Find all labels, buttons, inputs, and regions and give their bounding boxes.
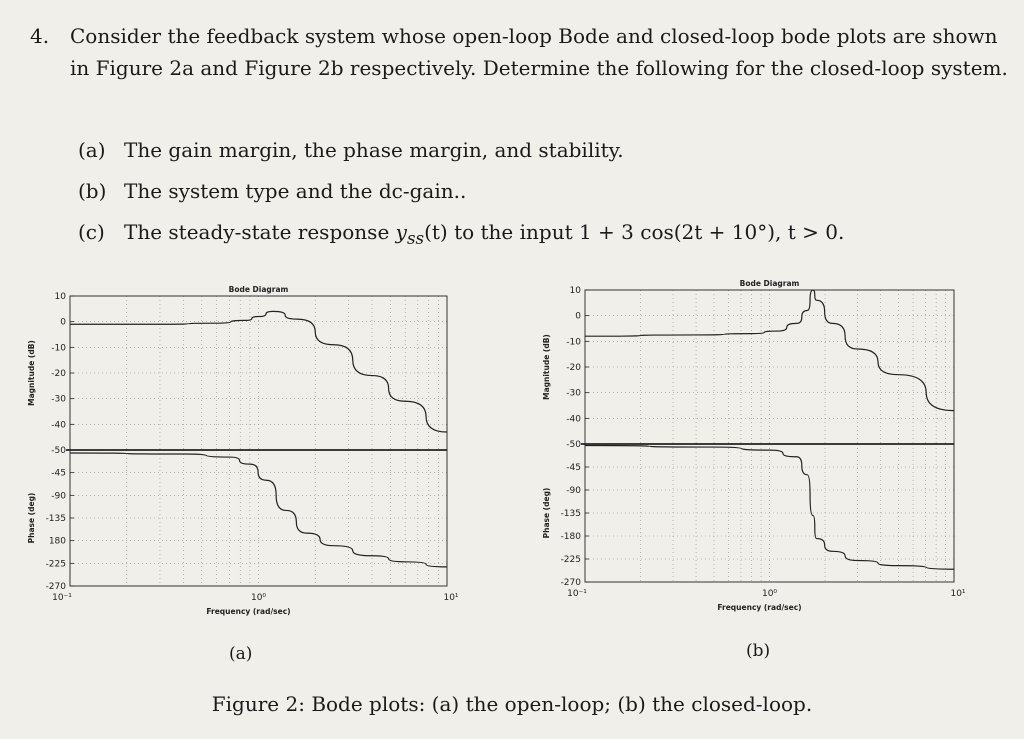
tick-label-mag-a-0: 10 [54, 292, 66, 302]
x-tick-label-b-0: 10⁻¹ [567, 589, 587, 599]
tick-label-ph-a-0: -45 [51, 468, 66, 479]
tick-label-ph-b-1: -90 [566, 486, 581, 496]
tick-label-ph-a-4: -225 [45, 559, 66, 570]
bode-plot-b [520, 274, 990, 618]
part-c-math-sub: ss [406, 229, 425, 248]
tick-label-mag-a-6: -50 [51, 446, 66, 456]
y-axis-label-ph-a: Phase (deg) [27, 492, 36, 544]
tick-label-ph-b-3: -180 [560, 532, 581, 542]
y-axis-label-mag-a: Magnitude (dB) [27, 340, 36, 406]
y-axis-label-mag-b: Magnitude (dB) [542, 334, 551, 400]
part-b [78, 171, 844, 212]
x-axis-label-b: Frequency (rad/sec) [717, 603, 802, 612]
tick-label-mag-b-2: -10 [566, 337, 581, 348]
problem-number: 4. [30, 24, 50, 48]
subcaption-a: (a) [229, 644, 253, 664]
tick-label-ph-b-2: -135 [560, 509, 581, 519]
tick-label-mag-b-5: -40 [566, 414, 581, 425]
tick-label-mag-a-5: -40 [51, 420, 66, 431]
x-tick-label-a-0: 10⁻¹ [52, 593, 72, 603]
x-axis-label-a: Frequency (rad/sec) [206, 607, 291, 616]
part-c-math-var: y [395, 220, 407, 244]
x-tick-label-b-2: 10¹ [950, 589, 966, 599]
tick-label-ph-b-0: -45 [566, 463, 581, 473]
tick-label-mag-b-4: -30 [566, 388, 581, 399]
part-a-text: The gain margin, the phase margin, and stability. [124, 138, 624, 162]
tick-label-mag-a-2: -10 [51, 343, 66, 354]
tick-label-mag-a-1: 0 [60, 317, 66, 328]
tick-label-mag-b-6: -50 [566, 440, 581, 450]
tick-label-mag-b-1: 0 [575, 311, 581, 322]
x-tick-label-a-2: 10¹ [443, 593, 459, 603]
bode-plot-a [0, 278, 470, 618]
part-c-text-before: The steady-state response [124, 220, 396, 244]
problem-statement: Consider the feedback system whose open-loop Bode and closed-loop bode plots are shown in Figure 2a and Figure 2b respectively. Determine the following for the closed-loop system. [70, 24, 1008, 80]
tick-label-mag-b-0: 10 [569, 286, 581, 296]
part-b-label: (b) [78, 179, 107, 203]
x-tick-label-b-1: 10⁰ [761, 589, 778, 599]
subcaption-b: (b) [746, 641, 771, 661]
problem-4 [30, 20, 1015, 84]
tick-label-mag-b-3: -20 [566, 363, 581, 373]
y-axis-label-ph-b: Phase (deg) [542, 487, 551, 539]
part-a [78, 130, 844, 171]
figure-caption: Figure 2: Bode plots: (a) the open-loop; (b) the closed-loop. [211, 692, 813, 716]
part-c-text-after: (t) to the input 1 + 3 cos(2t + 10°), t > 0. [424, 220, 845, 244]
bode-plot-a-svg [0, 278, 470, 618]
part-c [78, 212, 844, 253]
tick-label-ph-a-3: 180 [48, 536, 66, 547]
problem-parts [78, 130, 844, 253]
tick-label-ph-a-5: -270 [45, 582, 66, 592]
tick-label-ph-b-4: -225 [560, 555, 581, 565]
tick-label-mag-a-3: -20 [51, 369, 66, 379]
tick-label-ph-b-5: -270 [560, 578, 581, 588]
magnitude-curve-a [70, 311, 447, 432]
part-c-label: (c) [78, 220, 105, 244]
x-tick-label-a-1: 10⁰ [250, 593, 267, 603]
bode-plot-b-svg [520, 274, 990, 618]
part-b-text: The system type and the dc-gain.. [124, 179, 467, 203]
tick-label-ph-a-1: -90 [51, 491, 66, 502]
plot-title-b: Bode Diagram [739, 279, 800, 288]
part-a-label: (a) [78, 138, 106, 162]
plot-title-a: Bode Diagram [228, 285, 289, 294]
tick-label-mag-a-4: -30 [51, 394, 66, 405]
tick-label-ph-a-2: -135 [45, 514, 66, 524]
